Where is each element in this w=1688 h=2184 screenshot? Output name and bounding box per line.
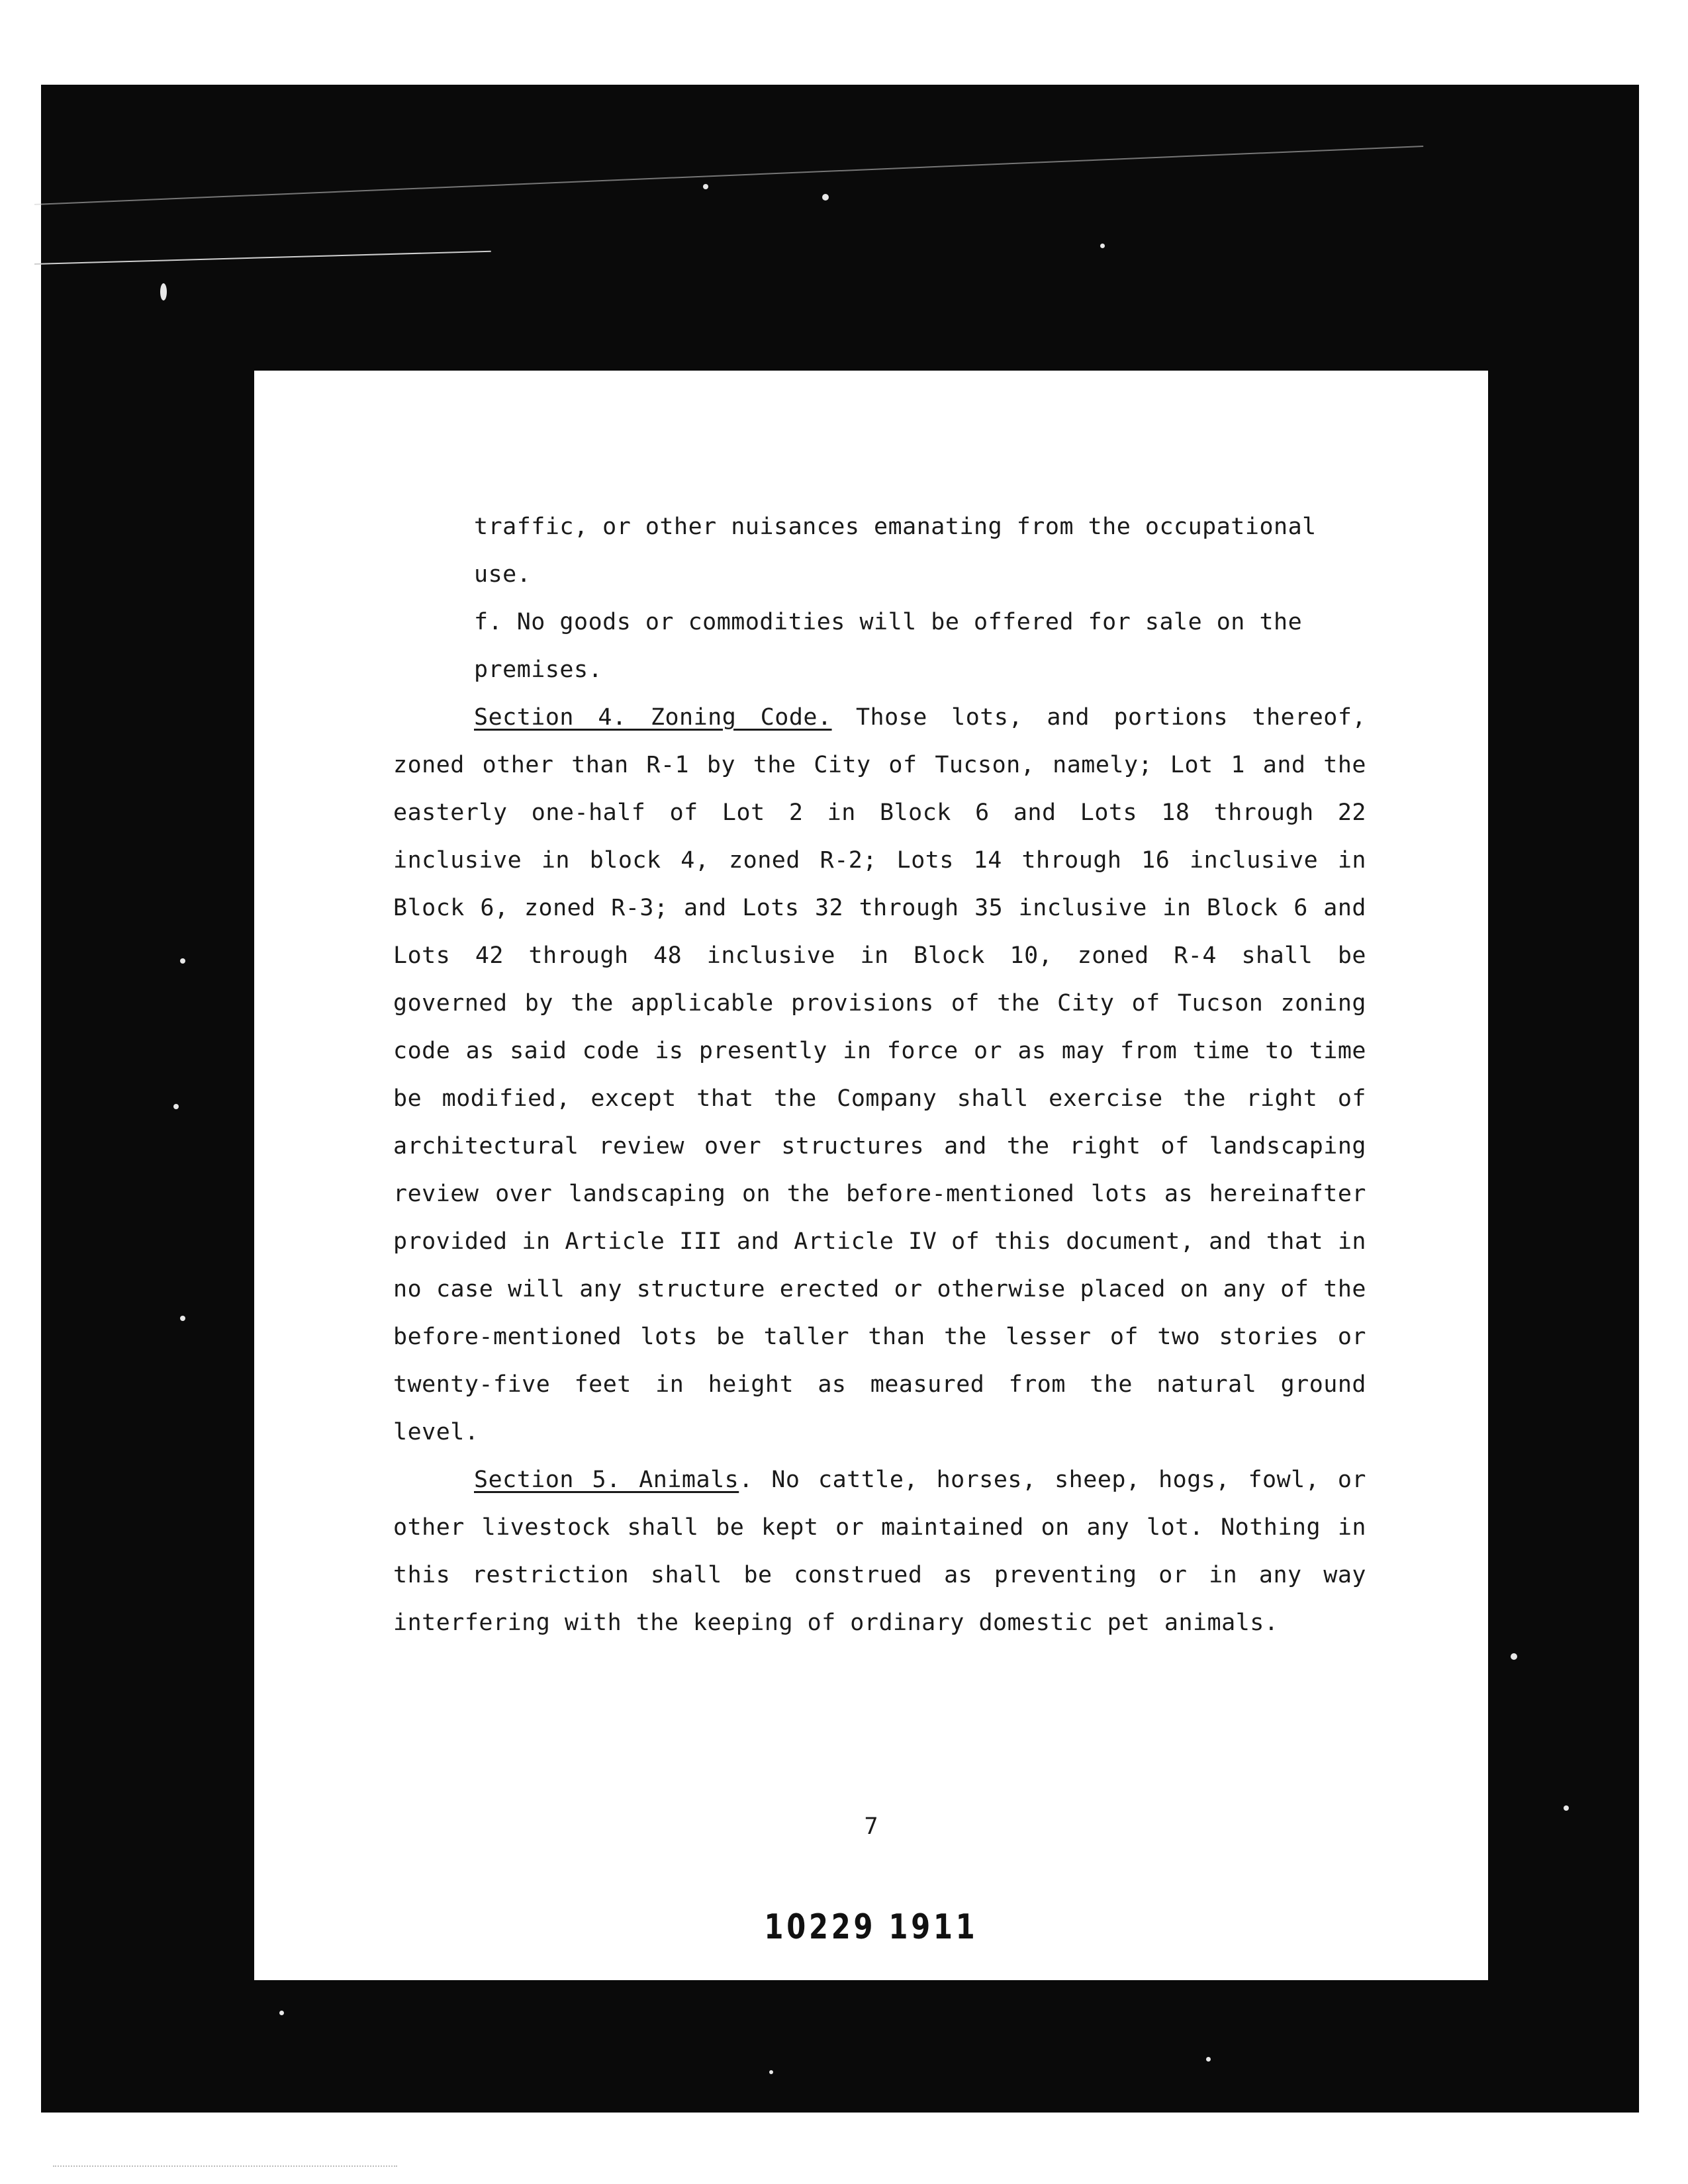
document-page [254,371,1488,1980]
section-5-paragraph [393,1456,1366,1647]
scan-speck [180,958,185,964]
scan-speck [1564,1805,1569,1811]
page-number: 7 [864,1813,878,1840]
scan-speck [1100,244,1105,248]
scan-speck [1206,2057,1211,2062]
scan-speck [180,1316,185,1321]
section-5-body: . No cattle, horses, sheep, hogs, fowl, or other livestock shall be kept or maintained on any lot. Nothing in this restriction shall be construed as preventing or in any way interfering with the keeping of ordinary domestic pet animals. [393,1467,1367,1636]
scan-streak [34,251,491,265]
scan-border [41,85,1639,2113]
scan-speck [173,1104,179,1109]
scan-speck [703,184,708,189]
scan-speck [1511,1653,1517,1660]
text-line: premises. [474,657,603,683]
document-body [393,503,1366,1647]
scan-speck [160,283,167,300]
section-4-paragraph [393,694,1366,1456]
scan-speck [279,2011,284,2015]
text-line: f. No goods or commodities will be offered for sale on the [474,609,1303,635]
scan-streak [34,146,1423,205]
continuation-text [393,503,1366,598]
section-5-heading: Section 5. Animals [474,1467,739,1493]
section-4-body: Those lots, and portions thereof, zoned other than R-1 by the City of Tucson, namely; Lot 1 and the easterly one-half of Lot 2 in Block 6 and Lots 18 through 22 inclusive in block 4, zoned R-2; Lots 14 through 16 inclusive in Block 6, zoned R-3; and Lots 32 through 35 inclusive in Block 6 and Lots 42 through 48 inclusive in Block 10, zoned R-4 shall be governed by the applicable provisions of the City of Tucson zoning code as said code is presently in force or as may from time to time be modified, except that the Company shall exercise the right of architectural review over structures and the right of landscaping review over landscaping on the before-mentioned lots as hereinafter provided in Article III and Article IV of this document, and that in no case will any structure erected or otherwise placed on any of the before-mentioned lots be taller than the lesser of two stories or twenty-five feet in height as measured from the natural ground level. [393,704,1367,1445]
scan-footer-marks [53,2165,397,2169]
text-line: traffic, or other nuisances emanating from the occupational [474,514,1317,540]
item-f [393,598,1366,694]
section-4-heading: Section 4. Zoning Code. [474,704,832,731]
text-line: use. [474,561,532,588]
recording-stamp: 10229 1911 [764,1907,978,1947]
scan-speck [769,2070,773,2074]
scan-speck [822,194,829,201]
